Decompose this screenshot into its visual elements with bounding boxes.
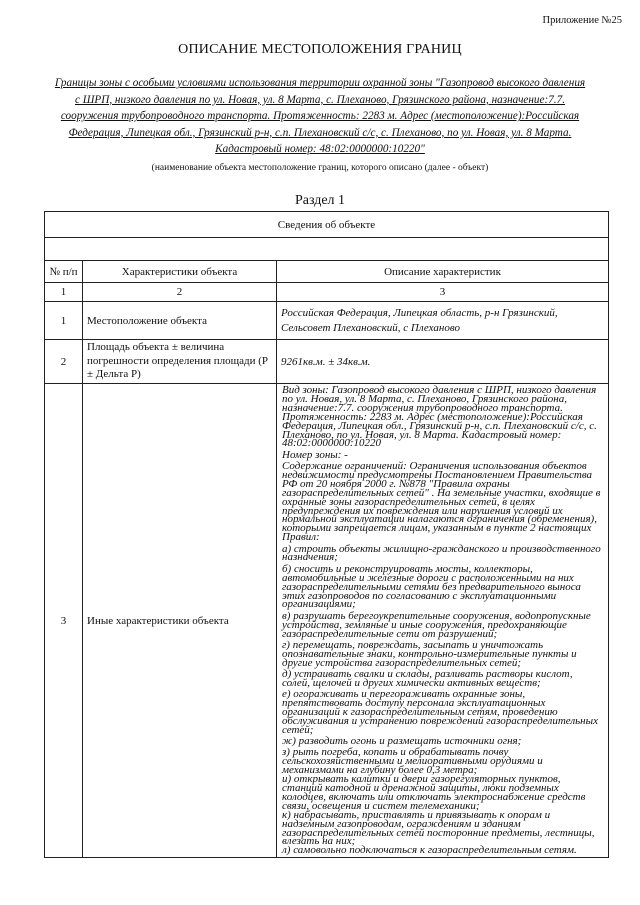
- details-paragraph: л) самовольно подключаться к газораспределительным сетям.: [282, 844, 577, 857]
- row-number: 2: [45, 340, 83, 384]
- details-paragraph: Содержание ограничений: Ограничения использования объектов недвижимости предусмотрены Постановлением Правительства РФ от 20 ноября 2000 г. №878 "Правила охраны газораспределительных сетей" . На земельные участки, входящие в охранные зоны газораспределительных сетей, в целях предупреждения их повреждения или нарушения условий их нормальной эксплуатации налагаются ограничения (обременения), которыми запрещается лицам, указанным в пункте 2 настоящих Правил:: [282, 460, 601, 544]
- column-number-2: 2: [83, 283, 277, 302]
- table-row: [45, 384, 609, 858]
- details-paragraph: в) разрушать берегоукрепительные сооружения, водопропускные устройства, земляные и иные сооружения, предохраняющие газораспределительные сети от разрушений;: [282, 609, 591, 640]
- column-number-1: 1: [45, 283, 83, 302]
- details-paragraph: е) огораживать и перегораживать охранные зоны, препятствовать доступу персонала эксплуатационных организаций к газораспределительным сетям, проведению обслуживания и устранению повреждений газораспределительных сетей;: [282, 688, 598, 736]
- blank-row: [45, 238, 609, 261]
- table-row: [45, 302, 609, 340]
- row-characteristic: Иные характеристики объекта: [83, 384, 277, 858]
- details-paragraph: б) сносить и реконструировать мосты, коллекторы, автомобильные и железные дороги с расположенными на них газораспределительными сетями без предварительного выноса этих газопроводов по согласованию с эксплуатационными организациями;: [282, 562, 581, 611]
- column-header-description: Описание характеристик: [277, 261, 609, 283]
- details-paragraph: ж) разводить огонь и размещать источники огня;: [282, 735, 522, 748]
- details-paragraph: а) строить объекты жилищно-гражданского и производственного назначения;: [282, 542, 601, 564]
- row-value: Российская Федерация, Липецкая область, р-н Грязинский, Сельсовет Плехановский, с Плеханово: [277, 302, 609, 340]
- details-paragraph: и) открывать калитки и двери газорегуляторных пунктов, станций катодной и дренажной защиты, люки подземных колодцев, включать или отключать электроснабжение средств связи, освещения и систем телемеханики;: [282, 773, 586, 812]
- column-number-3: 3: [277, 283, 609, 302]
- restrictions-details: [277, 384, 609, 858]
- row-characteristic: Местоположение объекта: [83, 302, 277, 340]
- row-value: 9261кв.м. ± 34кв.м.: [277, 340, 609, 384]
- section-title: Раздел 1: [294, 193, 346, 208]
- table-title: Сведения об объекте: [45, 212, 609, 238]
- appendix-label: Приложение №25: [542, 15, 622, 26]
- table-row: [45, 340, 609, 384]
- details-paragraph: Номер зоны: -: [282, 448, 348, 461]
- object-info-table: [44, 211, 609, 858]
- column-header-characteristic: Характеристики объекта: [83, 261, 277, 283]
- row-number: 3: [45, 384, 83, 858]
- description-caption: (наименование объекта местоположение границ, которого описано (далее - объект): [151, 163, 489, 173]
- details-paragraph: д) устраивать свалки и склады, разливать растворы кислот, солей, щелочей и других химически активных веществ;: [282, 667, 573, 689]
- document-title: ОПИСАНИЕ МЕСТОПОЛОЖЕНИЯ ГРАНИЦ: [178, 42, 462, 57]
- column-header-number: № п/п: [45, 261, 83, 283]
- details-paragraph: г) перемещать, повреждать, засыпать и уничтожать опознавательные знаки, контрольно-измерительные пункты и другие устройства газораспределительных сетей;: [282, 638, 577, 669]
- object-description: Границы зоны с особыми условиями использования территории охранной зоны "Газопровод высокого давления с ШРП, низкого давления по ул. Новая, ул. 8 Марта, с. Плеханово, Грязинского района, назначение:7.7. сооружения трубопроводного транспорта. Протяженность: 2283 м. Адрес (местоположение):Российская Федерация, Липецкая обл., Грязинский р-н, с.п. Плехановский с/с, с. Плеханово, по ул. Новая, ул. 8 Марта. Кадастровый номер: 48:02:0000000:10220": [54, 77, 586, 156]
- details-paragraph: Вид зоны: Газопровод высокого давления с ШРП, низкого давления по ул. Новая, ул. 8 Марта, с. Плеханово, Грязинского района, назначение:7.7. сооружения трубопроводного транспорта. Протяженность: 2283 м. Адрес (местоположение):Российская Федерация, Липецкая обл., Грязинский р-н, с.п. Плехановский с/с, с. Плеханово, по ул. Новая, ул. 8 Марта. Кадастровый номер: 48:02:0000000:10220: [282, 384, 597, 450]
- row-characteristic: Площадь объекта ± величина погрешности определения площади (Р ± Дельта Р): [83, 340, 277, 384]
- details-paragraph: з) рыть погреба, копать и обрабатывать почву сельскохозяйственными и мелиоративными орудиями и механизмами на глубину более 0,3 метра;: [282, 746, 543, 777]
- row-number: 1: [45, 302, 83, 340]
- details-paragraph: к) набрасывать, приставлять и привязывать к опорам и надземным газопроводам, ограждениям и зданиям газораспределительных сетей посторонние предметы, лестницы, влезать на них;: [282, 808, 595, 848]
